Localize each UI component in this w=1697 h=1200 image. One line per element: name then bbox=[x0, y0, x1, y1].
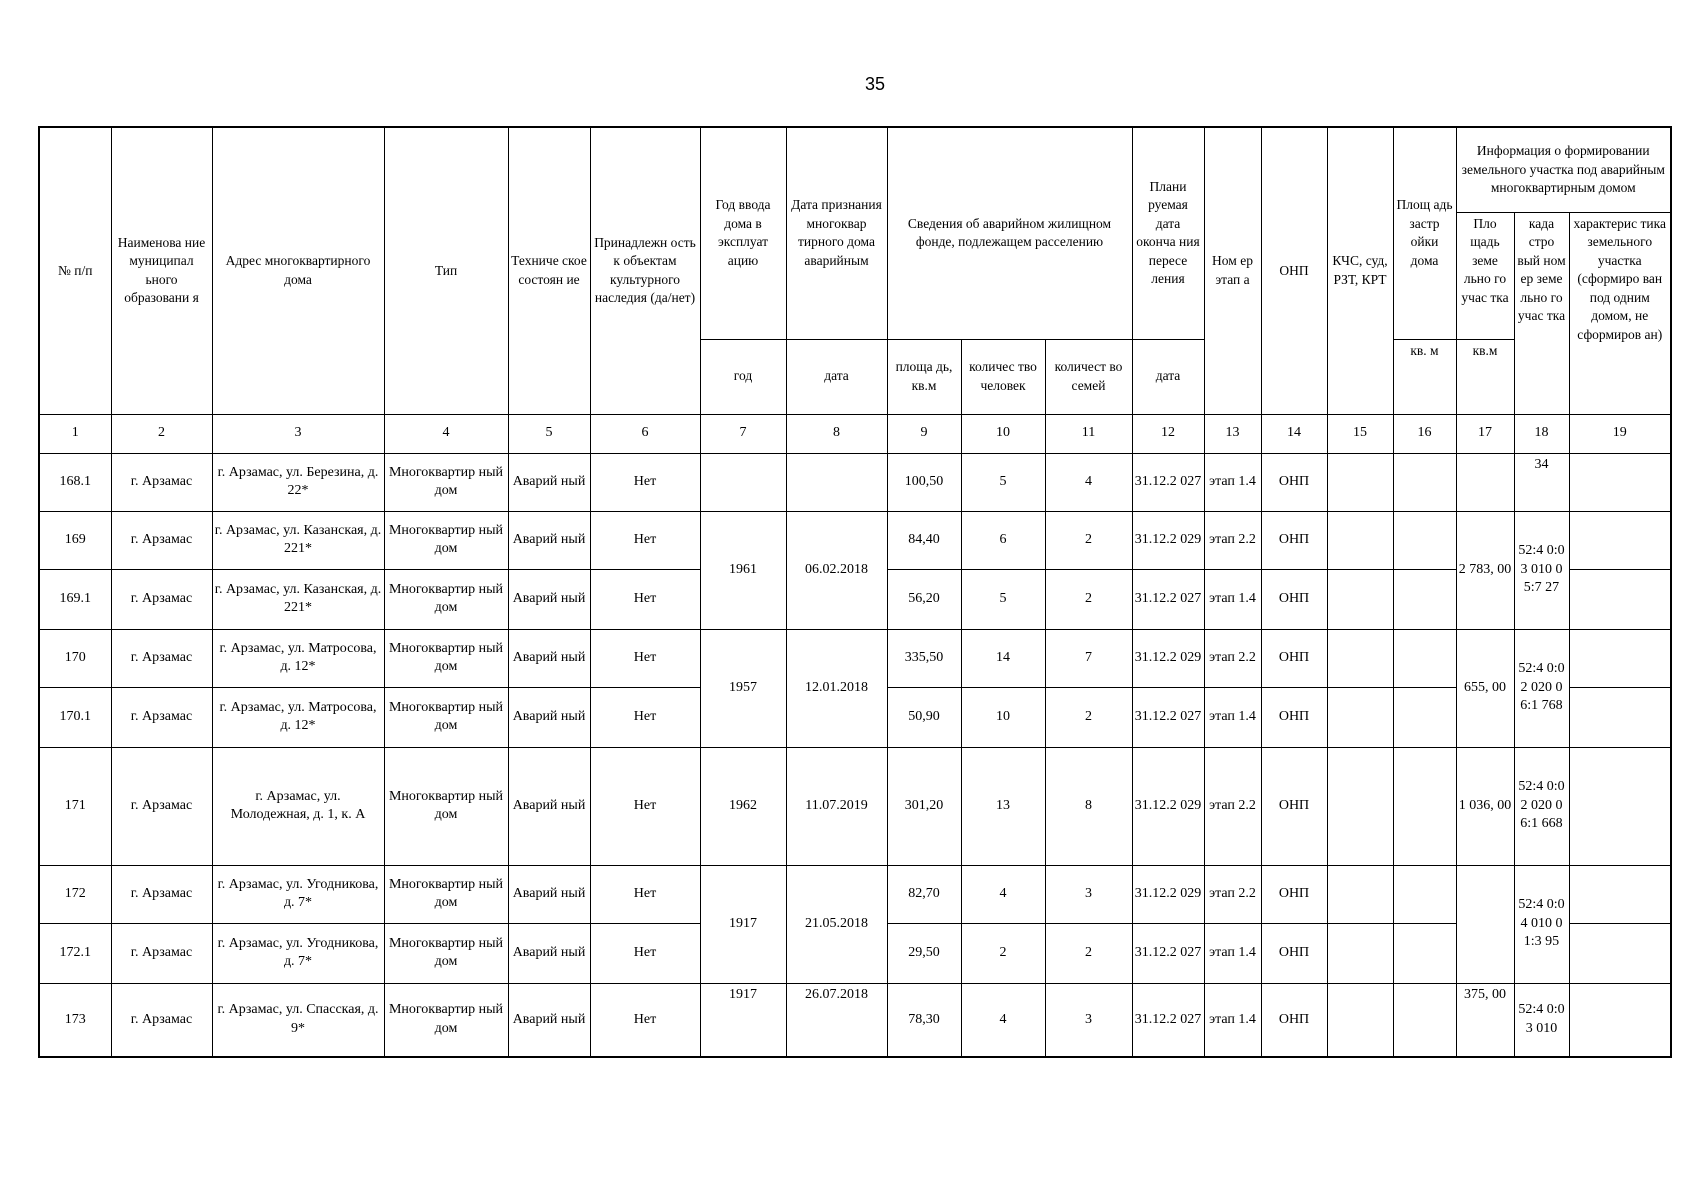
cell-onp: ОНП bbox=[1261, 983, 1327, 1057]
cell-type: Многоквартир ный дом bbox=[384, 569, 508, 629]
cell-type: Многоквартир ный дом bbox=[384, 511, 508, 569]
header-kchs: КЧС, суд, РЗТ, КРТ bbox=[1327, 127, 1393, 414]
column-number: 3 bbox=[212, 414, 384, 453]
header-emergency-date: Дата признания многоквар тирного дома аварийным bbox=[786, 127, 887, 339]
cell-year: 1957 bbox=[700, 629, 786, 747]
cell-heritage: Нет bbox=[590, 453, 700, 511]
column-number: 14 bbox=[1261, 414, 1327, 453]
cell-characteristic bbox=[1569, 687, 1671, 747]
cell-area: 100,50 bbox=[887, 453, 961, 511]
cell-municipality: г. Арзамас bbox=[111, 747, 212, 865]
cell-end-date: 31.12.2 027 bbox=[1132, 687, 1204, 747]
cell-municipality: г. Арзамас bbox=[111, 569, 212, 629]
cell-stage: этап 1.4 bbox=[1204, 923, 1261, 983]
cell-date: 11.07.2019 bbox=[786, 747, 887, 865]
cell-type: Многоквартир ный дом bbox=[384, 983, 508, 1057]
cell-characteristic bbox=[1569, 453, 1671, 511]
cell-built-area bbox=[1393, 865, 1456, 923]
cell-built-area bbox=[1393, 629, 1456, 687]
cell-plot-area: 655, 00 bbox=[1456, 629, 1514, 747]
cell-people: 2 bbox=[961, 923, 1045, 983]
header-address: Адрес многоквартирного дома bbox=[212, 127, 384, 414]
cell-date: 06.02.2018 bbox=[786, 511, 887, 629]
cell-year: 1917 bbox=[700, 983, 786, 1057]
column-number: 7 bbox=[700, 414, 786, 453]
cell-kchs bbox=[1327, 747, 1393, 865]
cell-kchs bbox=[1327, 983, 1393, 1057]
cell-number: 168.1 bbox=[39, 453, 111, 511]
cell-plot-area: 375, 00 bbox=[1456, 983, 1514, 1057]
header-planned-end-date: Плани руемая дата оконча ния пересе ления bbox=[1132, 127, 1204, 339]
cell-heritage: Нет bbox=[590, 511, 700, 569]
cell-onp: ОНП bbox=[1261, 923, 1327, 983]
table-row bbox=[39, 983, 1671, 1057]
cell-type: Многоквартир ный дом bbox=[384, 747, 508, 865]
cell-families: 2 bbox=[1045, 923, 1132, 983]
cell-stage: этап 2.2 bbox=[1204, 629, 1261, 687]
cell-characteristic bbox=[1569, 569, 1671, 629]
cell-onp: ОНП bbox=[1261, 629, 1327, 687]
cell-stage: этап 1.4 bbox=[1204, 569, 1261, 629]
page-number: 35 bbox=[864, 74, 886, 94]
cell-stage: этап 2.2 bbox=[1204, 865, 1261, 923]
cell-families: 2 bbox=[1045, 511, 1132, 569]
cell-state: Аварий ный bbox=[508, 687, 590, 747]
cell-state: Аварий ный bbox=[508, 923, 590, 983]
column-number: 9 bbox=[887, 414, 961, 453]
header-stage-number: Ном ер этап а bbox=[1204, 127, 1261, 414]
subheader-end-date: дата bbox=[1132, 339, 1204, 414]
cell-stage: этап 1.4 bbox=[1204, 983, 1261, 1057]
cell-cadastral: 52:4 0:04 010 01:3 95 bbox=[1514, 865, 1569, 983]
cell-end-date: 31.12.2 029 bbox=[1132, 865, 1204, 923]
cell-onp: ОНП bbox=[1261, 747, 1327, 865]
cell-municipality: г. Арзамас bbox=[111, 865, 212, 923]
cell-built-area bbox=[1393, 983, 1456, 1057]
cell-characteristic bbox=[1569, 511, 1671, 569]
cell-heritage: Нет bbox=[590, 569, 700, 629]
header-type: Тип bbox=[384, 127, 508, 414]
header-heritage: Принадлежн ость к объектам культурного наследия (да/нет) bbox=[590, 127, 700, 414]
cell-date: 26.07.2018 bbox=[786, 983, 887, 1057]
header-technical-state: Техниче ское состоян ие bbox=[508, 127, 590, 414]
column-number: 10 bbox=[961, 414, 1045, 453]
cell-type: Многоквартир ный дом bbox=[384, 453, 508, 511]
cell-cadastral: 52:4 0:03 010 bbox=[1514, 983, 1569, 1057]
cell-onp: ОНП bbox=[1261, 511, 1327, 569]
cell-type: Многоквартир ный дом bbox=[384, 923, 508, 983]
column-number: 15 bbox=[1327, 414, 1393, 453]
cell-year: 1917 bbox=[700, 865, 786, 983]
header-municipality: Наименова ние муниципал ьного образовани я bbox=[111, 127, 212, 414]
cell-area: 84,40 bbox=[887, 511, 961, 569]
column-number: 2 bbox=[111, 414, 212, 453]
cell-heritage: Нет bbox=[590, 865, 700, 923]
table-row bbox=[39, 453, 1671, 511]
cell-heritage: Нет bbox=[590, 747, 700, 865]
cell-number: 173 bbox=[39, 983, 111, 1057]
cell-families: 3 bbox=[1045, 983, 1132, 1057]
subheader-year: год bbox=[700, 339, 786, 414]
header-plot-area: Пло щадь земе льно го учас тка bbox=[1456, 212, 1514, 339]
cell-year bbox=[700, 453, 786, 511]
subheader-date: дата bbox=[786, 339, 887, 414]
column-number: 18 bbox=[1514, 414, 1569, 453]
column-number: 13 bbox=[1204, 414, 1261, 453]
cell-municipality: г. Арзамас bbox=[111, 629, 212, 687]
column-number-row bbox=[39, 414, 1671, 453]
cell-end-date: 31.12.2 027 bbox=[1132, 453, 1204, 511]
subheader-sqm: кв. м bbox=[1393, 339, 1456, 414]
cell-state: Аварий ный bbox=[508, 629, 590, 687]
cell-municipality: г. Арзамас bbox=[111, 453, 212, 511]
cell-cadastral: 52:4 0:02 020 06:1 668 bbox=[1514, 747, 1569, 865]
cell-end-date: 31.12.2 027 bbox=[1132, 569, 1204, 629]
cell-number: 169 bbox=[39, 511, 111, 569]
cell-people: 14 bbox=[961, 629, 1045, 687]
cell-characteristic bbox=[1569, 983, 1671, 1057]
cell-kchs bbox=[1327, 865, 1393, 923]
cell-stage: этап 1.4 bbox=[1204, 687, 1261, 747]
cell-heritage: Нет bbox=[590, 923, 700, 983]
cell-municipality: г. Арзамас bbox=[111, 983, 212, 1057]
cell-state: Аварий ный bbox=[508, 747, 590, 865]
cell-number: 170 bbox=[39, 629, 111, 687]
cell-characteristic bbox=[1569, 865, 1671, 923]
column-number: 6 bbox=[590, 414, 700, 453]
cell-families: 8 bbox=[1045, 747, 1132, 865]
subheader-people: количес тво человек bbox=[961, 339, 1045, 414]
cell-built-area bbox=[1393, 923, 1456, 983]
column-number: 16 bbox=[1393, 414, 1456, 453]
cell-year: 1962 bbox=[700, 747, 786, 865]
header-land-plot-group: Информация о формировании земельного участка под аварийным многоквартирным домом bbox=[1456, 127, 1671, 212]
cell-characteristic bbox=[1569, 747, 1671, 865]
cell-address: г. Арзамас, ул. Матросова, д. 12* bbox=[212, 687, 384, 747]
column-number: 17 bbox=[1456, 414, 1514, 453]
cell-area: 50,90 bbox=[887, 687, 961, 747]
cell-date bbox=[786, 453, 887, 511]
cell-date: 12.01.2018 bbox=[786, 629, 887, 747]
cell-address: г. Арзамас, ул. Березина, д. 22* bbox=[212, 453, 384, 511]
cell-characteristic bbox=[1569, 629, 1671, 687]
cell-families: 3 bbox=[1045, 865, 1132, 923]
cell-heritage: Нет bbox=[590, 983, 700, 1057]
cell-municipality: г. Арзамас bbox=[111, 511, 212, 569]
cell-characteristic bbox=[1569, 923, 1671, 983]
cell-area: 82,70 bbox=[887, 865, 961, 923]
cell-plot-area: 2 783, 00 bbox=[1456, 511, 1514, 629]
cell-people: 13 bbox=[961, 747, 1045, 865]
column-number: 5 bbox=[508, 414, 590, 453]
cell-area: 78,30 bbox=[887, 983, 961, 1057]
cell-plot-area: 1 036, 00 bbox=[1456, 747, 1514, 865]
cell-type: Многоквартир ный дом bbox=[384, 629, 508, 687]
cell-year: 1961 bbox=[700, 511, 786, 629]
cell-people: 4 bbox=[961, 983, 1045, 1057]
cell-built-area bbox=[1393, 453, 1456, 511]
cell-plot-area bbox=[1456, 453, 1514, 511]
column-number: 1 bbox=[39, 414, 111, 453]
column-number: 12 bbox=[1132, 414, 1204, 453]
cell-cadastral: 52:4 0:03 010 05:7 27 bbox=[1514, 511, 1569, 629]
cell-end-date: 31.12.2 027 bbox=[1132, 923, 1204, 983]
subheader-sqm-plot: кв.м bbox=[1456, 339, 1514, 414]
cell-onp: ОНП bbox=[1261, 453, 1327, 511]
cell-municipality: г. Арзамас bbox=[111, 687, 212, 747]
cell-end-date: 31.12.2 029 bbox=[1132, 747, 1204, 865]
cell-cadastral: 34 bbox=[1514, 453, 1569, 511]
header-built-area: Площ адь застр ойки дома bbox=[1393, 127, 1456, 339]
cell-built-area bbox=[1393, 511, 1456, 569]
cell-address: г. Арзамас, ул. Угодникова, д. 7* bbox=[212, 923, 384, 983]
cell-families: 4 bbox=[1045, 453, 1132, 511]
cell-type: Многоквартир ный дом bbox=[384, 865, 508, 923]
cell-number: 172 bbox=[39, 865, 111, 923]
cell-families: 7 bbox=[1045, 629, 1132, 687]
cell-number: 172.1 bbox=[39, 923, 111, 983]
cell-people: 6 bbox=[961, 511, 1045, 569]
table-row bbox=[39, 629, 1671, 687]
cell-address: г. Арзамас, ул. Матросова, д. 12* bbox=[212, 629, 384, 687]
column-number: 4 bbox=[384, 414, 508, 453]
cell-families: 2 bbox=[1045, 687, 1132, 747]
cell-kchs bbox=[1327, 511, 1393, 569]
column-number: 8 bbox=[786, 414, 887, 453]
cell-end-date: 31.12.2 029 bbox=[1132, 629, 1204, 687]
header-plot-characteristic: характерис тика земельного участка (сформиро ван под одним домом, не сформиров ан) bbox=[1569, 212, 1671, 414]
cell-state: Аварий ный bbox=[508, 511, 590, 569]
cell-kchs bbox=[1327, 687, 1393, 747]
cell-onp: ОНП bbox=[1261, 687, 1327, 747]
cell-kchs bbox=[1327, 923, 1393, 983]
table-row bbox=[39, 747, 1671, 865]
cell-area: 56,20 bbox=[887, 569, 961, 629]
cell-area: 29,50 bbox=[887, 923, 961, 983]
cell-number: 169.1 bbox=[39, 569, 111, 629]
cell-municipality: г. Арзамас bbox=[111, 923, 212, 983]
cell-number: 171 bbox=[39, 747, 111, 865]
cell-kchs bbox=[1327, 629, 1393, 687]
cell-address: г. Арзамас, ул. Угодникова, д. 7* bbox=[212, 865, 384, 923]
cell-address: г. Арзамас, ул. Молодежная, д. 1, к. А bbox=[212, 747, 384, 865]
cell-state: Аварий ный bbox=[508, 569, 590, 629]
cell-address: г. Арзамас, ул. Казанская, д. 221* bbox=[212, 511, 384, 569]
cell-stage: этап 2.2 bbox=[1204, 747, 1261, 865]
cell-onp: ОНП bbox=[1261, 569, 1327, 629]
cell-people: 5 bbox=[961, 569, 1045, 629]
cell-number: 170.1 bbox=[39, 687, 111, 747]
header-onp: ОНП bbox=[1261, 127, 1327, 414]
cell-stage: этап 2.2 bbox=[1204, 511, 1261, 569]
cell-people: 5 bbox=[961, 453, 1045, 511]
cell-families: 2 bbox=[1045, 569, 1132, 629]
header-emergency-fund-group: Сведения об аварийном жилищном фонде, подлежащем расселению bbox=[887, 127, 1132, 339]
subheader-area: площа дь, кв.м bbox=[887, 339, 961, 414]
cell-end-date: 31.12.2 029 bbox=[1132, 511, 1204, 569]
cell-built-area bbox=[1393, 747, 1456, 865]
cell-cadastral: 52:4 0:02 020 06:1 768 bbox=[1514, 629, 1569, 747]
cell-stage: этап 1.4 bbox=[1204, 453, 1261, 511]
table-row bbox=[39, 511, 1671, 569]
subheader-families: количест во семей bbox=[1045, 339, 1132, 414]
cell-end-date: 31.12.2 027 bbox=[1132, 983, 1204, 1057]
column-number: 11 bbox=[1045, 414, 1132, 453]
cell-heritage: Нет bbox=[590, 687, 700, 747]
cell-state: Аварий ный bbox=[508, 865, 590, 923]
cell-state: Аварий ный bbox=[508, 983, 590, 1057]
cell-people: 10 bbox=[961, 687, 1045, 747]
column-number: 19 bbox=[1569, 414, 1671, 453]
cell-area: 335,50 bbox=[887, 629, 961, 687]
cell-state: Аварий ный bbox=[508, 453, 590, 511]
cell-built-area bbox=[1393, 687, 1456, 747]
cell-onp: ОНП bbox=[1261, 865, 1327, 923]
header-cadastral-number: када стро вый ном ер земе льно го учас тка bbox=[1514, 212, 1569, 414]
emergency-housing-table bbox=[38, 126, 1672, 1058]
cell-address: г. Арзамас, ул. Спасская, д. 9* bbox=[212, 983, 384, 1057]
cell-type: Многоквартир ный дом bbox=[384, 687, 508, 747]
header-row-number: № п/п bbox=[39, 127, 111, 414]
table-row bbox=[39, 865, 1671, 923]
cell-area: 301,20 bbox=[887, 747, 961, 865]
cell-address: г. Арзамас, ул. Казанская, д. 221* bbox=[212, 569, 384, 629]
cell-people: 4 bbox=[961, 865, 1045, 923]
cell-built-area bbox=[1393, 569, 1456, 629]
header-commission-year: Год ввода дома в эксплуат ацию bbox=[700, 127, 786, 339]
cell-kchs bbox=[1327, 453, 1393, 511]
cell-heritage: Нет bbox=[590, 629, 700, 687]
cell-date: 21.05.2018 bbox=[786, 865, 887, 983]
cell-plot-area bbox=[1456, 865, 1514, 983]
cell-kchs bbox=[1327, 569, 1393, 629]
